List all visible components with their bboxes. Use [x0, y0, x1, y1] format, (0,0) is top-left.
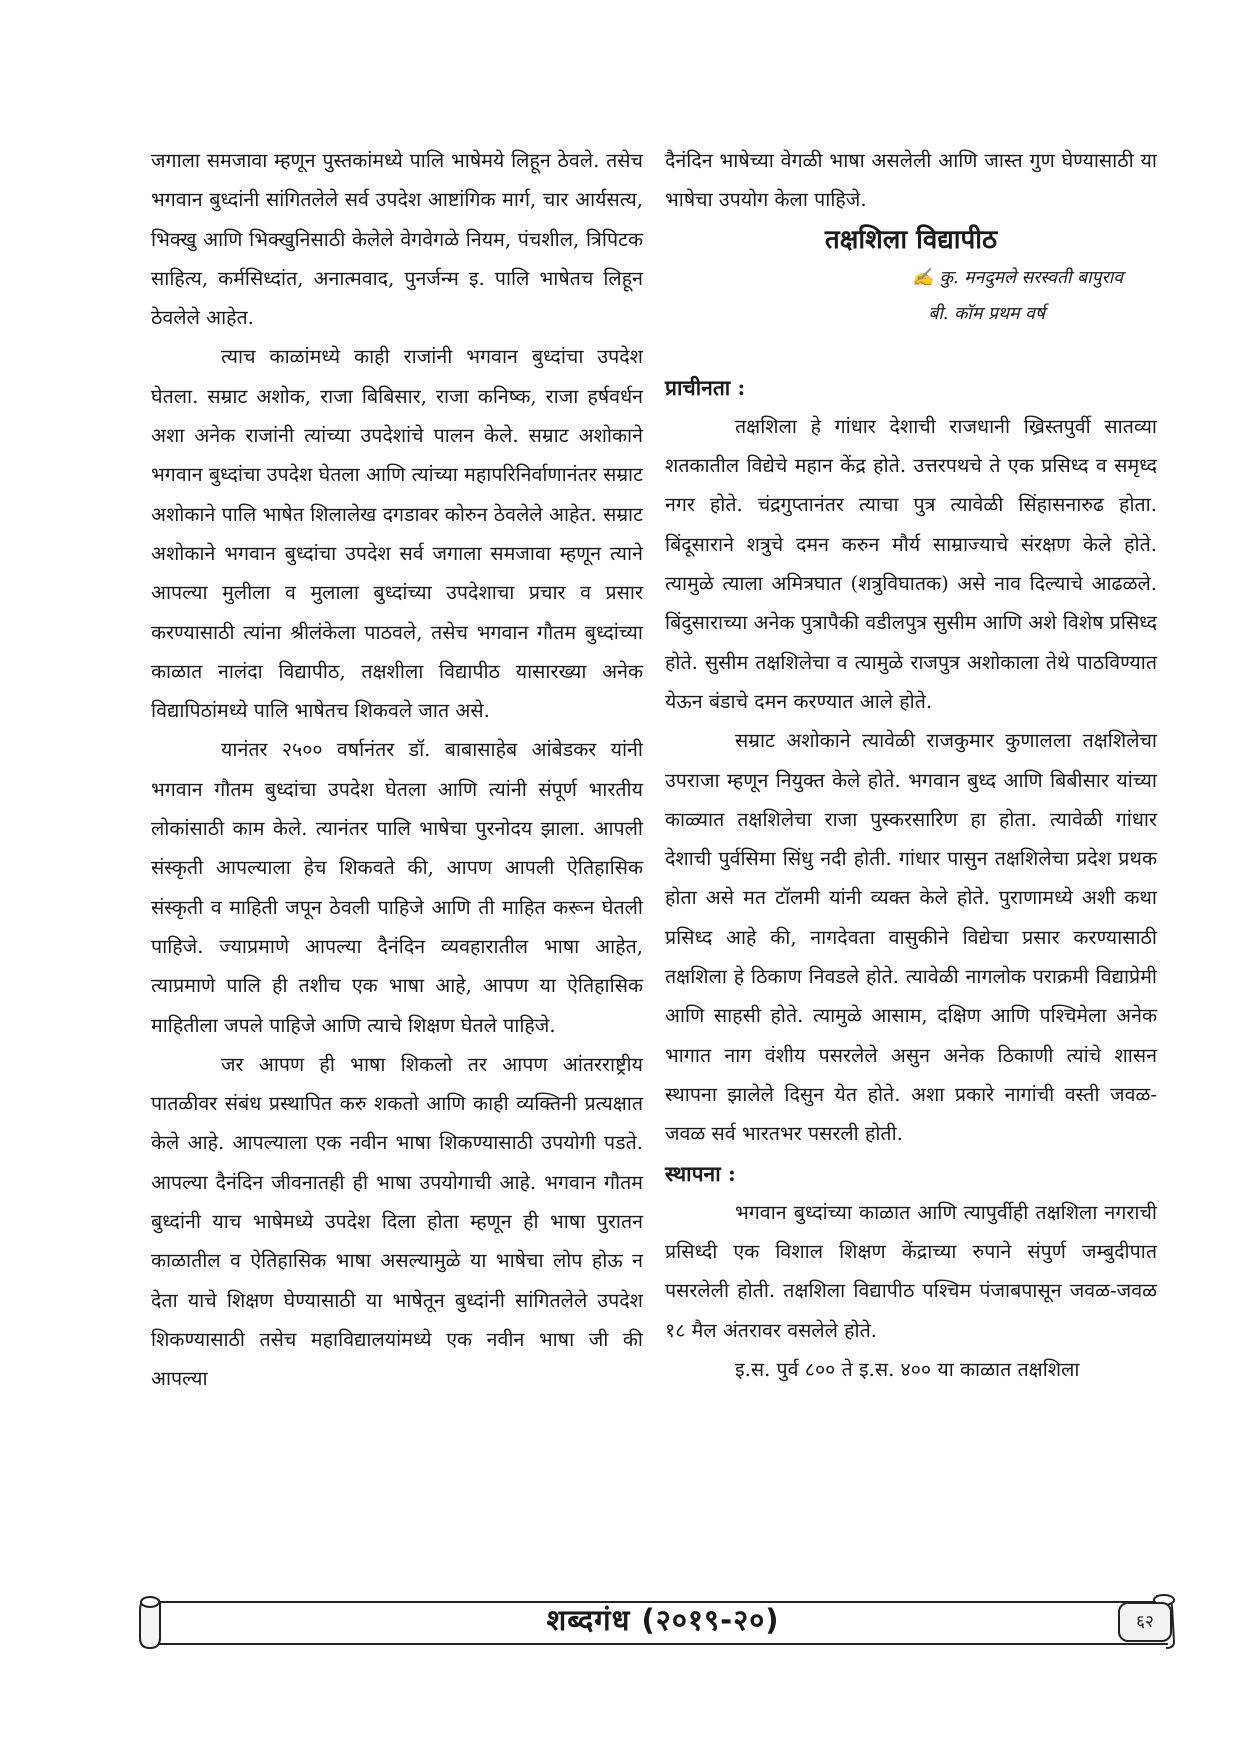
- page-footer: [138, 1592, 1178, 1652]
- footer-title: शब्दगंध (२०१९-२०): [546, 1603, 780, 1637]
- paragraph: त्याच काळांमध्ये काही राजांनी भगवान बुध्दांचा उपदेश घेतला. सम्राट अशोक, राजा बिबिसार, राजा कनिष्क, राजा हर्षवर्धन अशा अनेक राजांनी त्यांच्या उपदेशांचे पालन केले. सम्राट अशोकाने भगवान बुध्दांचा उपदेश घेतला आणि त्यांच्या महापरिनिर्वाणानंतर सम्राट अशोकाने पालि भाषेत शिलालेख दगडावर कोरुन ठेवलेले आहेत. सम्राट अशोकाने भगवान बुध्दांचा उपदेश सर्व जगाला समजावा म्हणून त्याने आपल्या मुलीला व मुलाला बुध्दांच्या उपदेशाचा प्रचार व प्रसार करण्यासाठी त्यांना श्रीलंकेला पाठवले, तसेच भगवान गौतम बुध्दांच्या काळात नालंदा विद्यापीठ, तक्षशीला विद्यापीठ यासारख्या अनेक विद्यापिठांमध्ये पालि भाषेतच शिकवले जात असे.: [151, 345, 643, 723]
- paragraph: सम्राट अशोकाने त्यावेळी राजकुमार कुणालला तक्षशिलेचा उपराजा म्हणून नियुक्त केले होते. भगवान बुध्द आणि बिबीसार यांच्या काळ्यात तक्षशिलेचा राजा पुस्करसारिण हा होता. त्यावेळी गांधार देशाची पुर्वसिमा सिंधु नदी होती. गांधार पासुन तक्षशिलेचा प्रदेश प्रथक होता असे मत टॉलमी यांनी व्यक्त केले होते. पुराणामध्ये अशी कथा प्रसिध्द आहे की, नागदेवता वासुकीने विद्येचा प्रसार करण्यासाठी तक्षशिला हे ठिकाण निवडले होते. त्यावेळी नागलोक पराक्रमी विद्याप्रेमी आणि साहसी होते. त्यामुळे आसाम, दक्षिण आणि पश्चिमेला अनेक भागात नाग वंशीय पसरलेले असुन अनेक ठिकाणी त्यांचे शासन स्थापना झालेले दिसुन येत होते. अशा प्रकारे नागांची वस्ती जवळ-जवळ सर्व भारतभर पसरली होती.: [665, 729, 1157, 1146]
- author-class: बी. कॉम प्रथम वर्ष: [928, 303, 1045, 324]
- paragraph: भगवान बुध्दांच्या काळात आणि त्यापुर्वीही तक्षशिला नगराची प्रसिध्दी एक विशाल शिक्षण केंद्राच्या रुपाने संपुर्ण जम्बुदीपात पसरलेली होती. तक्षशिला विद्यापीठ पश्चिम पंजाबपासून जवळ-जवळ १८ मैल अंतरावर वसलेले होते.: [665, 1200, 1157, 1342]
- paragraph: जर आपण ही भाषा शिकलो तर आपण आंतरराष्ट्रीय पातळीवर संबंध प्रस्थापित करु शकतो आणि काही व्यक्तिनी प्रत्यक्षात केले आहे. आपल्याला एक नवीन भाषा शिकण्यासाठी उपयोगी पडते. आपल्या दैनंदिन जीवनातही ही भाषा उपयोगाची आहे. भगवान गौतम बुध्दांनी याच भाषेमध्ये उपदेश दिला होता म्हणून ही भाषा पुरातन काळातील व ऐतिहासिक भाषा असल्यामुळे या भाषेचा लोप होऊ न देता याचे शिक्षण घेण्यासाठी या भाषेतून बुध्दांनी सांगितलेले उपदेश शिकण्यासाठी तसेच महाविद्यालयांमध्ये एक नवीन भाषा जी की आपल्या: [151, 1052, 643, 1391]
- paragraph: यानंतर २५०० वर्षानंतर डॉ. बाबासाहेब आंबेडकर यांनी भगवान गौतम बुध्दांचा उपदेश घेतला आणि त्यांनी संपूर्ण भारतीय लोकांसाठी काम केले. त्यानंतर पालि भाषेचा पुरनोदय झाला. आपली संस्कृती आपल्याला हेच शिकवते की, आपण आपली ऐतिहासिक संस्कृती व माहिती जपून ठेवली पाहिजे आणि ती माहित करून घेतली पाहिजे. ज्याप्रमाणे आपल्या दैनंदिन व्यवहारातील भाषा आहेत, त्याप्रमाणे पालि ही तशीच एक भाषा आहे, आपण या ऐतिहासिक माहितीला जपले पाहिजे आणि त्याचे शिक्षण घेतले पाहिजे.: [151, 738, 643, 1037]
- paragraph: जगाला समजावा म्हणून पुस्तकांमध्ये पालि भाषेमये लिहून ठेवले. तसेच भगवान बुध्दांनी सांगितलेले सर्व उपदेश आष्टांगिक मार्ग, चार आर्यसत्य, भिक्खु आणि भिक्खुनिसाठी केलेले वेगवेगळे नियम, पंचशील, त्रिपिटक साहित्य, कर्मसिध्दांत, अनात्मवाद, पुनर्जन्म इ. पालि भाषेतच लिहून ठेवलेले आहेत.: [151, 149, 643, 330]
- paragraph: दैनंदिन भाषेच्या वेगळी भाषा असलेली आणि जास्त गुण घेण्यासाठी या भाषेचा उपयोग केला पाहिजे.: [665, 149, 1157, 212]
- paragraph: इ.स. पुर्व ८०० ते इ.स. ४०० या काळात तक्षशिला: [735, 1358, 1080, 1382]
- paragraph: तक्षशिला हे गांधार देशाची राजधानी ख्रिस्तपुर्वी सातव्या शतकातील विद्येचे महान केंद्र होते. उत्तरपथचे ते एक प्रसिध्द व समृध्द नगर होते. चंद्रगुप्तानंतर त्याचा पुत्र त्यावेळी सिंहासनारुढ होता. बिंदूसाराने शत्रुचे दमन करुन मौर्य साम्राज्याचे संरक्षण केले होते. त्यामुळे त्याला अमित्रघात (शत्रुविघातक) असे नाव दिल्याचे आढळले. बिंदुसाराच्या अनेक पुत्रापैकी वडीलपुत्र सुसीम आणि अशे विशेष प्रसिध्द होते. सुसीम तक्षशिलेचा व त्यामुळे राजपुत्र अशोकाला तेथे पाठविण्यात येऊन बंडाचे दमन करण्यात आले होते.: [665, 414, 1157, 713]
- section-heading: स्थापना :: [665, 1160, 736, 1186]
- left-column: [151, 141, 643, 1399]
- article-title: तक्षशिला विद्यापीठ: [824, 224, 998, 255]
- author-name: ✍ कु. मनदुमले सरस्वती बापुराव: [912, 267, 1123, 288]
- right-column: [665, 141, 1157, 1389]
- section-heading: प्राचीनता :: [665, 374, 746, 400]
- page-number: ६२: [1118, 1602, 1172, 1642]
